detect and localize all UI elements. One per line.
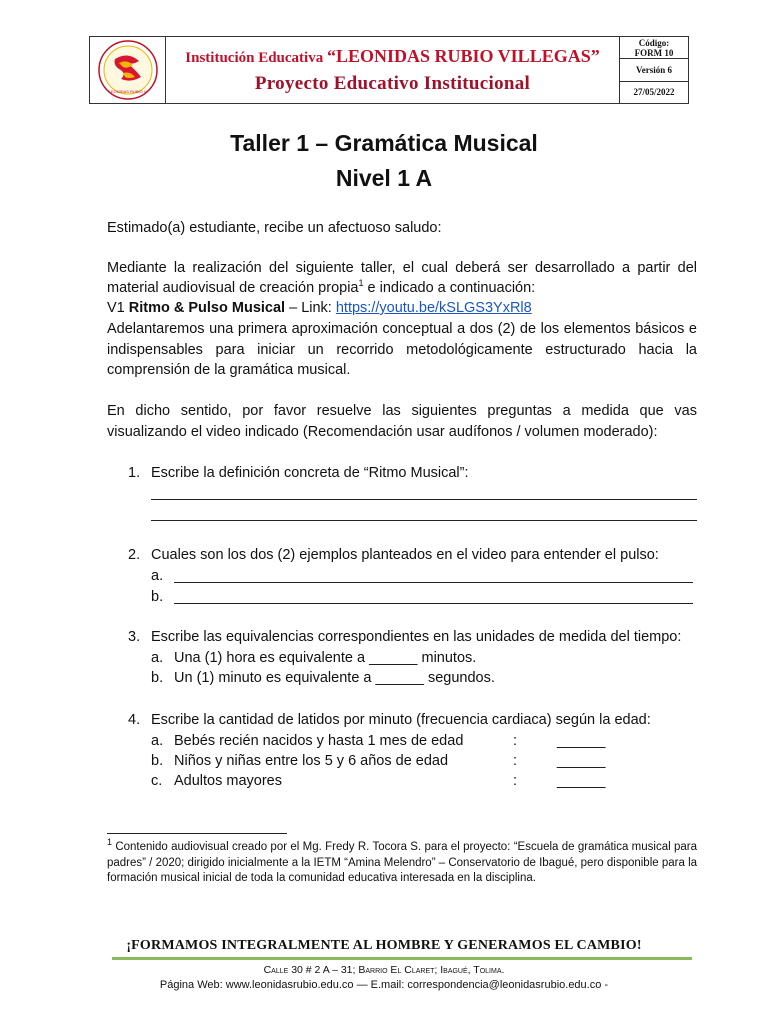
question-1-text: Escribe la definición concreta de “Ritmo Musical”: xyxy=(151,465,469,481)
question-4-item-b-colon: : xyxy=(513,753,518,769)
answer-line-2b[interactable] xyxy=(174,603,693,604)
question-4-item-c-letter: c. xyxy=(151,773,163,789)
question-3-item-a-blank[interactable]: ______ xyxy=(369,650,418,666)
intro-text: material audiovisual de creación propia xyxy=(107,280,359,296)
school-logo-icon xyxy=(97,39,159,101)
question-4-number: 4. xyxy=(128,712,141,728)
question-4-item-b-label: Niños y niñas entre los 5 y 6 años de edad xyxy=(174,753,449,769)
instruction-paragraph: En dicho sentido, por favor resuelve las siguientes preguntas a medida que vas visualizando el video indicado (Recomendación usar audífonos / volumen moderado): xyxy=(107,403,697,440)
question-4-item-c-colon: : xyxy=(513,773,518,789)
code-label: Código: xyxy=(638,37,670,48)
question-2-text: Cuales son los dos (2) ejemplos planteados en el video para entender el pulso: xyxy=(151,547,659,563)
footer-address: Calle 30 # 2 A – 31; Barrio El Claret; Ibagué, Tolima. xyxy=(263,964,505,976)
intro-line-1: Mediante la realización del siguiente taller, el cual deberá ser desarrollado a partir del xyxy=(107,260,697,276)
intro-paragraph: Adelantaremos una primera aproximación conceptual a dos (2) de los elementos básicos e indispensables para iniciar un recorrido metodológicamente estructurado hacia la comprensión de la gramática musical. xyxy=(107,321,697,378)
question-3-item-b-text: Un (1) minuto es equivalente a xyxy=(174,670,372,686)
project-name: Proyecto Educativo Institucional xyxy=(254,72,531,94)
question-3-text: Escribe las equivalencias correspondientes en las unidades de medida del tiempo: xyxy=(151,629,682,645)
version-label: Versión 6 xyxy=(636,64,672,75)
footnote xyxy=(107,837,698,887)
question-3-item-a xyxy=(174,648,476,668)
question-2-number: 2. xyxy=(128,547,141,563)
question-4-item-b-letter: b. xyxy=(151,753,164,769)
video-link[interactable]: https://youtu.be/kSLGS3YxRl8 xyxy=(335,300,532,316)
video-prefix: V1 xyxy=(107,300,129,316)
institution-name xyxy=(185,46,599,67)
header-meta-cell xyxy=(620,37,688,103)
logo-cell xyxy=(90,37,166,103)
question-4-item-a-label: Bebés recién nacidos y hasta 1 mes de edad xyxy=(174,733,464,749)
question-4-item-c-blank[interactable]: ______ xyxy=(557,773,606,789)
question-4-text: Escribe la cantidad de latidos por minuto (frecuencia cardiaca) según la edad: xyxy=(151,712,651,728)
question-1-number: 1. xyxy=(128,465,141,481)
footnote-divider xyxy=(107,833,287,834)
logo-text: LEONIDAS RUBIO V. xyxy=(108,89,147,94)
question-3-number: 3. xyxy=(128,629,141,645)
answer-line-1b[interactable] xyxy=(151,520,697,521)
question-3-item-b-blank[interactable]: ______ xyxy=(375,670,424,686)
video-link-label: – Link: xyxy=(285,300,336,316)
question-3-item-a-unit: minutos. xyxy=(421,650,477,666)
question-3-item-b xyxy=(174,668,495,688)
question-3-item-a-text: Una (1) hora es equivalente a xyxy=(174,650,366,666)
answer-line-1a[interactable] xyxy=(151,499,697,500)
date-box xyxy=(620,82,688,103)
footer-contact: Página Web: www.leonidasrubio.edu.co — E.mail: correspondencia@leonidasrubio.edu.co - xyxy=(159,979,609,991)
page-subtitle: Nivel 1 A xyxy=(335,165,433,191)
institution-prefix: Institución Educativa xyxy=(185,49,324,66)
question-4-item-a-letter: a. xyxy=(151,733,164,749)
video-line xyxy=(107,298,697,319)
institution-title: “LEONIDAS RUBIO VILLEGAS” xyxy=(326,45,600,66)
code-value: FORM 10 xyxy=(634,47,674,58)
greeting: Estimado(a) estudiante, recibe un afectuoso saludo: xyxy=(107,220,442,236)
question-4-item-c-label: Adultos mayores xyxy=(174,773,282,789)
document-header xyxy=(89,36,689,104)
header-title-cell xyxy=(166,37,620,103)
video-title: Ritmo & Pulso Musical xyxy=(128,300,286,316)
question-4-item-a-colon: : xyxy=(513,733,518,749)
code-box xyxy=(620,37,688,59)
question-2-item-a-letter: a. xyxy=(151,568,164,584)
intro-line-2 xyxy=(107,278,697,299)
intro-text-end: e indicado a continuación: xyxy=(363,280,536,296)
question-4-item-a-blank[interactable]: ______ xyxy=(557,733,606,749)
page-title: Taller 1 – Gramática Musical xyxy=(230,130,538,156)
question-4-item-b-blank[interactable]: ______ xyxy=(557,753,606,769)
version-box xyxy=(620,59,688,81)
question-3-item-a-letter: a. xyxy=(151,650,164,666)
footnote-text: Contenido audiovisual creado por el Mg. Fredy R. Tocora S. para el proyecto: “Escuela de gramática musical para padres” / 2020; dirigido inicialmente a la IETM “Amina Melendro” – Conservatorio de Ibagué, pero disponible para la formación musical inicial de toda la comunidad educativa interesada en la disciplina. xyxy=(107,841,698,884)
answer-line-2a[interactable] xyxy=(174,582,693,583)
question-3-item-b-letter: b. xyxy=(151,670,164,686)
footer-slogan: ¡FORMAMOS INTEGRALMENTE AL HOMBRE Y GENERAMOS EL CAMBIO! xyxy=(126,938,642,953)
question-2-item-b-letter: b. xyxy=(151,589,164,605)
footer-divider xyxy=(112,957,692,960)
date-label: 27/05/2022 xyxy=(633,87,675,98)
question-3-item-b-unit: segundos. xyxy=(427,670,495,686)
footnote-mark: 1 xyxy=(107,837,113,848)
footnote-ref[interactable]: 1 xyxy=(358,278,364,289)
